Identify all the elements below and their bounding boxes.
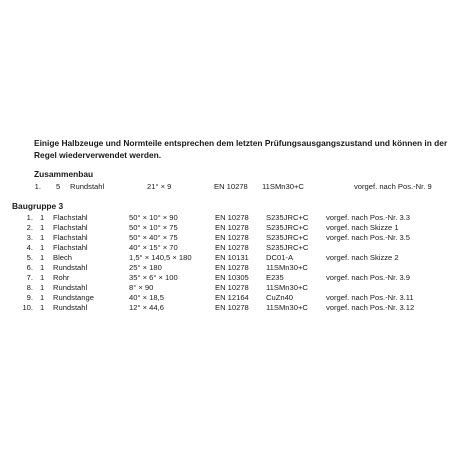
row-material: 11SMn30+C — [266, 263, 308, 272]
row-quantity: 1 — [40, 253, 45, 262]
row-quantity: 1 — [40, 263, 45, 272]
table-row — [0, 303, 458, 312]
row-material: S235JRC+C — [266, 243, 309, 252]
row-quantity: 1 — [40, 243, 45, 252]
row-number: 3. — [26, 233, 33, 242]
row-quantity: 5 — [56, 182, 61, 191]
row-note: vorgef. nach Pos.-Nr. 3.3 — [326, 213, 410, 222]
row-material: S235JRC+C — [266, 213, 309, 222]
row-number: 9. — [26, 293, 33, 302]
row-dimension: 8° × 90 — [129, 283, 154, 292]
table-row — [0, 253, 458, 262]
row-material: 11SMn30+C — [262, 182, 304, 191]
row-note: vorgef. nach Pos.-Nr. 3.5 — [326, 233, 410, 242]
intro-text: Einige Halbzeuge und Normteile entsprechen dem letzten Prüfungsausgangszustand und können in der Regel wiederverwendet werden. — [34, 138, 448, 160]
row-number: 4. — [26, 243, 33, 252]
row-material: 11SMn30+C — [266, 283, 308, 292]
row-number: 8. — [26, 283, 33, 292]
row-name: Rohr — [53, 273, 70, 282]
row-dimension: 40° × 18,5 — [129, 293, 164, 302]
row-norm: EN 10278 — [215, 283, 249, 292]
row-note: vorgef. nach Skizze 1 — [326, 223, 399, 232]
row-note: vorgef. nach Skizze 2 — [326, 253, 399, 262]
table-row — [0, 182, 458, 191]
row-name: Rundstahl — [70, 182, 105, 191]
row-name: Rundstahl — [53, 283, 88, 292]
row-number: 2. — [26, 223, 33, 232]
row-name: Flachstahl — [53, 223, 88, 232]
row-name: Rundstange — [53, 293, 94, 302]
section-title-zusammenbau: Zusammenbau — [34, 169, 94, 179]
table-row — [0, 223, 458, 232]
row-norm: EN 10278 — [215, 213, 249, 222]
row-name: Flachstahl — [53, 213, 88, 222]
row-note: vorgef. nach Pos.-Nr. 9 — [354, 182, 432, 191]
row-number: 6. — [26, 263, 33, 272]
row-number: 10. — [22, 303, 33, 312]
row-dimension: 21° × 9 — [147, 182, 172, 191]
row-dimension: 35° × 6° × 100 — [129, 273, 178, 282]
row-note: vorgef. nach Pos.-Nr. 3.11 — [326, 293, 414, 302]
row-material: E235 — [266, 273, 284, 282]
row-norm: EN 10278 — [214, 182, 248, 191]
row-quantity: 1 — [40, 273, 45, 282]
row-quantity: 1 — [40, 223, 45, 232]
table-row — [0, 233, 458, 242]
row-name: Rundstahl — [53, 263, 88, 272]
row-note: vorgef. nach Pos.-Nr. 3.12 — [326, 303, 415, 312]
row-number: 1. — [34, 182, 41, 191]
table-row — [0, 213, 458, 222]
row-name: Flachstahl — [53, 243, 88, 252]
row-quantity: 1 — [40, 293, 45, 302]
row-dimension: 50° × 10° × 75 — [129, 223, 178, 232]
row-quantity: 1 — [40, 283, 45, 292]
row-dimension: 12° × 44,6 — [129, 303, 164, 312]
row-material: S235JRC+C — [266, 223, 309, 232]
table-row — [0, 293, 458, 302]
row-dimension: 40° × 15° × 70 — [129, 243, 178, 252]
row-norm: EN 10278 — [215, 223, 249, 232]
table-row — [0, 263, 458, 272]
row-norm: EN 10278 — [215, 233, 249, 242]
row-name: Rundstahl — [53, 303, 88, 312]
table-row — [0, 283, 458, 292]
row-dimension: 50° × 10° × 90 — [129, 213, 178, 222]
row-norm: EN 10278 — [215, 243, 249, 252]
section-title-baugruppe: Baugruppe 3 — [12, 201, 64, 211]
row-note: vorgef. nach Pos.-Nr. 3.9 — [326, 273, 410, 282]
row-norm: EN 10131 — [215, 253, 249, 262]
row-quantity: 1 — [40, 303, 45, 312]
row-number: 1. — [26, 213, 33, 222]
row-material: CuZn40 — [266, 293, 294, 302]
row-norm: EN 10305 — [215, 273, 249, 282]
row-number: 5. — [26, 253, 33, 262]
row-material: S235JRC+C — [266, 233, 309, 242]
row-dimension: 1,5° × 140,5 × 180 — [129, 253, 192, 262]
row-norm: EN 12164 — [215, 293, 249, 302]
table-row — [0, 273, 458, 282]
table-row — [0, 243, 458, 252]
row-quantity: 1 — [40, 233, 45, 242]
row-name: Blech — [53, 253, 72, 262]
row-norm: EN 10278 — [215, 303, 249, 312]
row-number: 7. — [26, 273, 33, 282]
row-name: Flachstahl — [53, 233, 88, 242]
row-dimension: 25° × 180 — [129, 263, 162, 272]
row-material: DC01-A — [266, 253, 294, 262]
row-dimension: 50° × 40° × 75 — [129, 233, 178, 242]
row-quantity: 1 — [40, 213, 45, 222]
row-material: 11SMn30+C — [266, 303, 308, 312]
row-norm: EN 10278 — [215, 263, 249, 272]
